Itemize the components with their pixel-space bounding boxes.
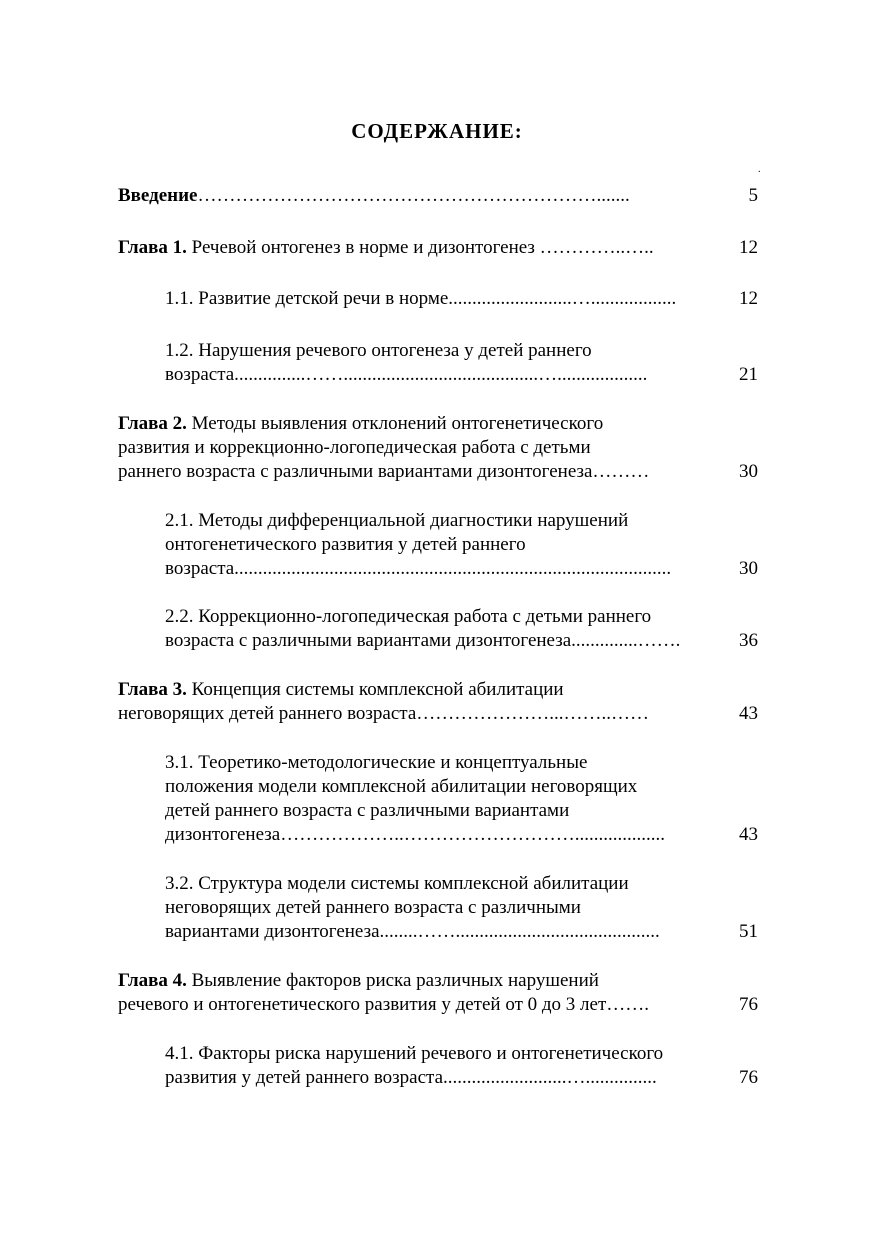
toc-entry-text	[165, 872, 755, 944]
toc-line: 3.2. Структура модели системы комплексной абилитации	[165, 873, 629, 894]
toc-line: вариантами дизонтогенеза........……...........................................	[165, 921, 660, 942]
toc-line: Речевой онтогенез в норме и дизонтогенез …………..…..	[186, 237, 654, 258]
toc-line: речевого и онтогенетического развития у детей от 0 до 3 лет…….	[118, 994, 650, 1015]
corner-mark: .	[758, 164, 761, 175]
toc-entry-text	[165, 605, 755, 653]
toc-line: возраста............................................................................................	[165, 558, 672, 579]
toc-entry-text	[118, 678, 708, 726]
toc-line: возраста с различными вариантами дизонтогенеза..............…….	[165, 630, 681, 651]
toc-line: дизонтогенеза………………..………………………...................	[165, 824, 665, 845]
toc-page-number: 21	[739, 364, 758, 385]
toc-line: ……………………………………………………….......	[197, 185, 630, 206]
toc-page-number: 43	[739, 703, 758, 724]
toc-line: неговорящих детей раннего возраста с различными	[165, 897, 581, 918]
toc-line: 1.2. Нарушения речевого онтогенеза у детей раннего	[165, 340, 592, 361]
toc-entry-label: Глава 4.	[118, 970, 187, 991]
toc-page-number: 76	[739, 994, 758, 1015]
toc-page-number: 5	[748, 185, 758, 206]
toc-entry-text	[118, 236, 708, 260]
toc-line: 2.1. Методы дифференциальной диагностики нарушений	[165, 510, 629, 531]
toc-line: развития у детей раннего возраста..........................…...............	[165, 1067, 657, 1088]
toc-line: 1.1. Развитие детской речи в норме..........................…..................	[165, 288, 677, 309]
toc-entry-text	[165, 509, 755, 581]
toc-line: Методы выявления отклонений онтогенетического	[186, 413, 604, 434]
toc-page-number: 36	[739, 630, 758, 651]
toc-page-number: 51	[739, 921, 758, 942]
toc-entry-label: Глава 2.	[118, 413, 187, 434]
toc-entry-label: Глава 3.	[118, 679, 187, 700]
toc-entry-text	[118, 412, 708, 484]
toc-page-number: 43	[739, 824, 758, 845]
toc-line: раннего возраста с различными вариантами дизонтогенеза………	[118, 461, 650, 482]
page-title: СОДЕРЖАНИЕ:	[351, 119, 523, 143]
toc-line: возраста...............…….........................................…...................	[165, 364, 648, 385]
toc-line: неговорящих детей раннего возраста…………………...……..……	[118, 703, 650, 724]
toc-line: Концепция системы комплексной абилитации	[186, 679, 564, 700]
toc-entry-text	[118, 184, 708, 208]
toc-entry-label: Введение	[118, 185, 198, 206]
toc-entry-text	[118, 969, 708, 1017]
toc-entry-label: Глава 1.	[118, 237, 187, 258]
toc-page-number: 30	[739, 558, 758, 579]
toc-page-number: 76	[739, 1067, 758, 1088]
toc-page-number: 12	[739, 237, 758, 258]
toc-line: 3.1. Теоретико-методологические и концептуальные	[165, 752, 588, 773]
toc-line: детей раннего возраста с различными вариантами	[165, 800, 570, 821]
toc-entry-text	[165, 287, 755, 311]
toc-entry-text	[165, 751, 755, 847]
toc-entry-text	[165, 339, 755, 387]
toc-entry-text	[165, 1042, 755, 1090]
toc-page-number: 30	[739, 461, 758, 482]
toc-line: 2.2. Коррекционно-логопедическая работа с детьми раннего	[165, 606, 652, 627]
toc-line: Выявление факторов риска различных нарушений	[186, 970, 599, 991]
toc-line: онтогенетического развития у детей раннего	[165, 534, 526, 555]
toc-line: положения модели комплексной абилитации неговорящих	[165, 776, 638, 797]
toc-line: развития и коррекционно-логопедическая работа с детьми	[118, 437, 591, 458]
toc-page-number: 12	[739, 288, 758, 309]
toc-line: 4.1. Факторы риска нарушений речевого и онтогенетического	[165, 1043, 664, 1064]
